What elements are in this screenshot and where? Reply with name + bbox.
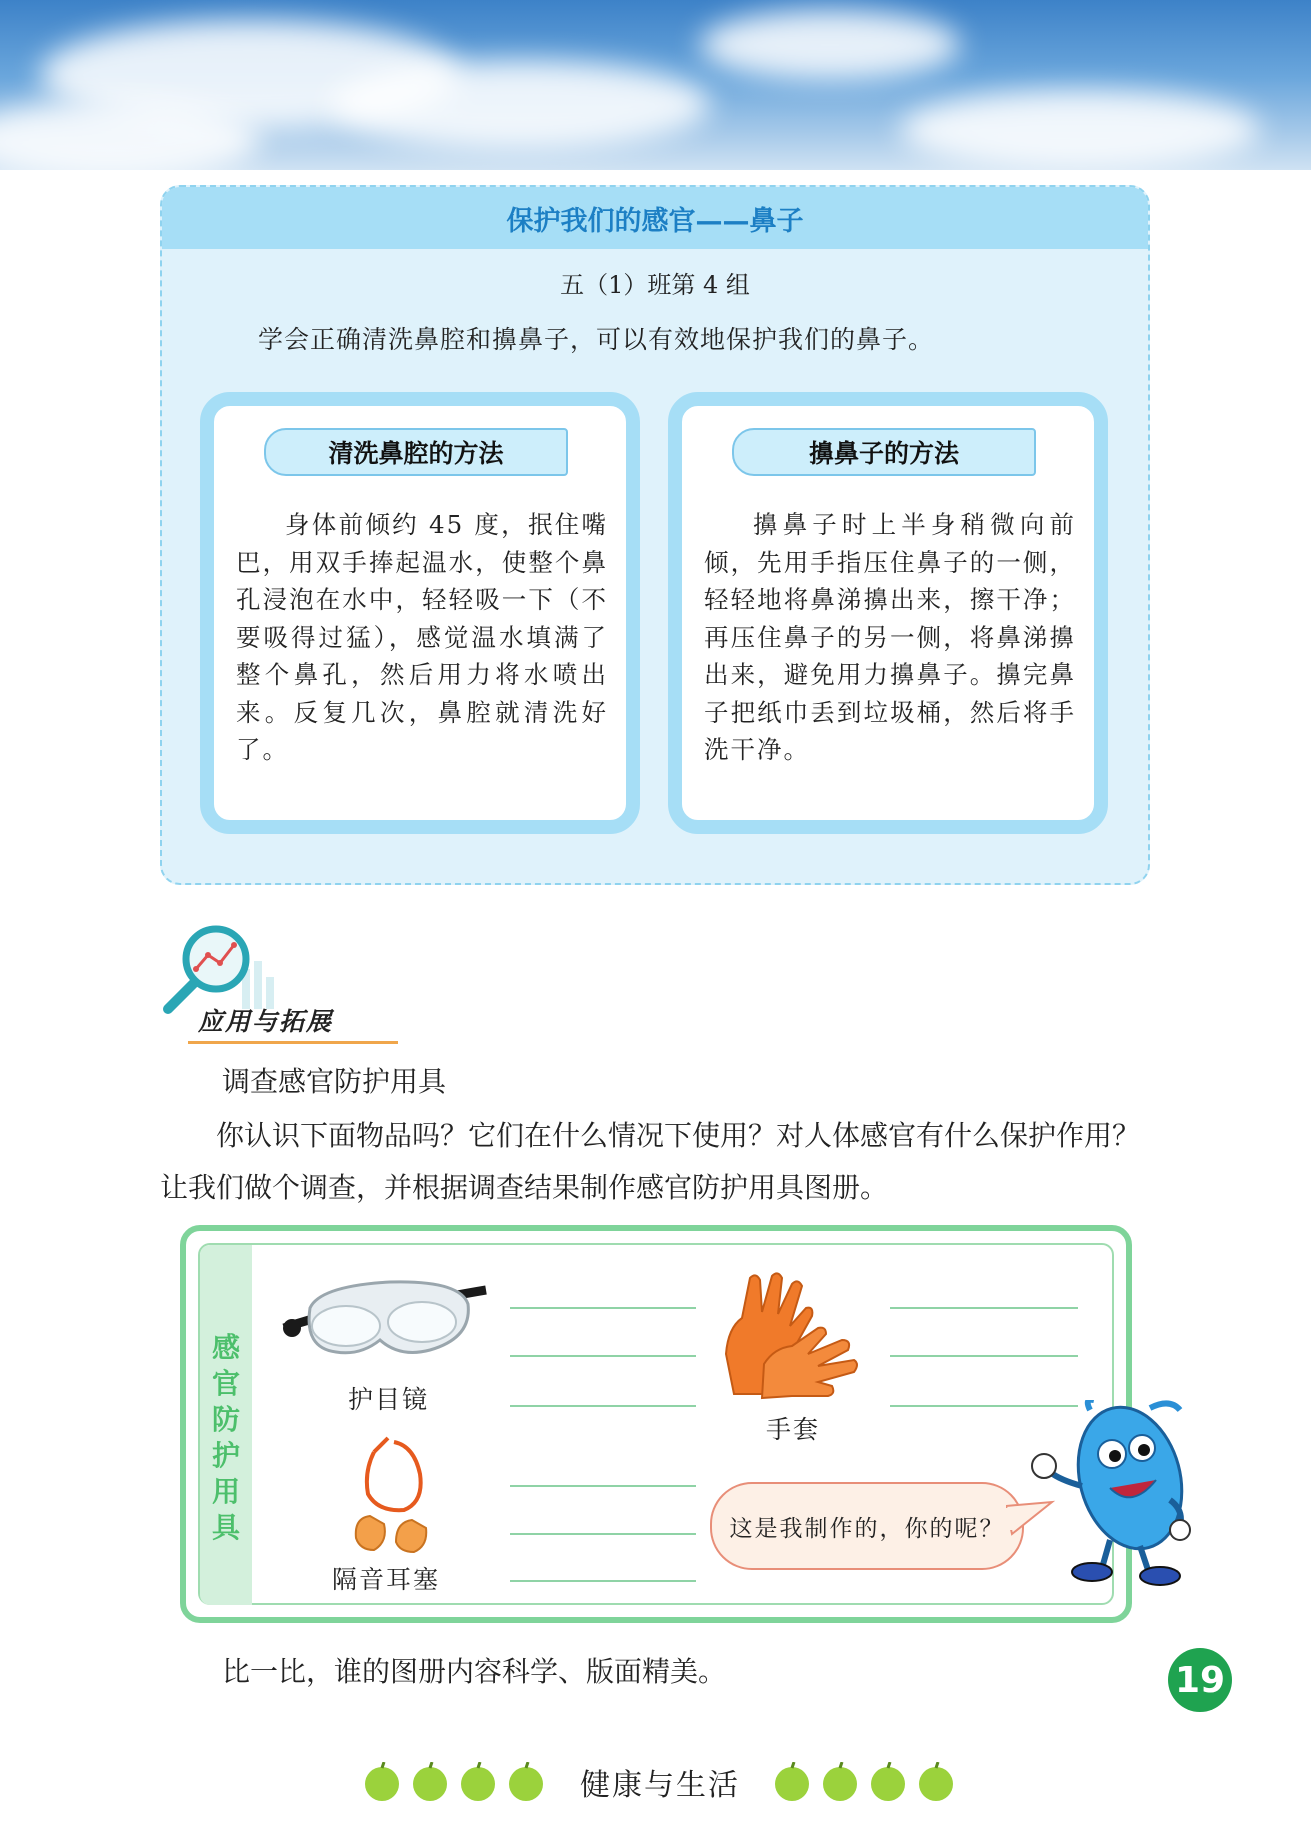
answer-line [510, 1355, 696, 1357]
album-side [200, 1245, 252, 1605]
nasal-wash-card [200, 392, 640, 834]
apple-icon [772, 1762, 812, 1802]
magnifier-icon [162, 925, 282, 1015]
gloves-icon [722, 1268, 862, 1402]
survey-heading: 调查感官防护用具 [222, 1065, 447, 1098]
page-number: 19 [1168, 1648, 1232, 1712]
nasal-wash-heading: 清洗鼻腔的方法 [264, 428, 568, 476]
answer-line [510, 1307, 696, 1309]
mascot-icon [1020, 1400, 1200, 1590]
answer-line [510, 1405, 696, 1407]
apple-icon [916, 1762, 956, 1802]
panel-title: 保护我们的感官——鼻子 [162, 187, 1148, 249]
earplugs-icon [344, 1432, 444, 1556]
answer-line [510, 1533, 696, 1535]
speech-bubble: 这是我制作的，你的呢？ [710, 1482, 1024, 1570]
apple-icon [410, 1762, 450, 1802]
survey-paragraph: 你认识下面物品吗？它们在什么情况下使用？对人体感官有什么保护作用？让我们做个调查，并根据调查结果制作感官防护用具图册。 [160, 1119, 1141, 1204]
apple-icon [868, 1762, 908, 1802]
nose-care-panel [160, 185, 1150, 885]
apple-icon [820, 1762, 860, 1802]
panel-subtitle: 五（1）班第 4 组 [560, 271, 750, 299]
apple-icon [362, 1762, 402, 1802]
nose-blow-card [668, 392, 1108, 834]
section-badge-label: 应用与拓展 [188, 1003, 398, 1044]
answer-line [890, 1355, 1078, 1357]
nasal-wash-text: 身体前倾约 45 度，抿住嘴巴，用双手捧起温水，使整个鼻孔浸泡在水中，轻轻吸一下（不要吸得过猛），感觉温水填满了整个鼻孔，然后用力将水喷出来。反复几次，鼻腔就清洗好了。 [236, 510, 608, 764]
gloves-caption: 手套 [766, 1415, 821, 1444]
nose-blow-heading: 擤鼻子的方法 [732, 428, 1036, 476]
sky-banner [0, 0, 1311, 170]
apple-icon [506, 1762, 546, 1802]
nose-blow-text: 擤鼻子时上半身稍微向前倾，先用手指压住鼻子的一侧，轻轻地将鼻涕擤出来，擦干净；再压住鼻子的另一侧，将鼻涕擤出来，避免用力擤鼻子。擤完鼻子把纸巾丢到垃圾桶，然后将手洗干净。 [704, 510, 1076, 764]
apple-icon [458, 1762, 498, 1802]
answer-line [510, 1580, 696, 1582]
answer-line [510, 1485, 696, 1487]
goggles-caption: 护目镜 [348, 1385, 430, 1414]
goggles-icon [280, 1268, 490, 1368]
footer-title: 健康与生活 [580, 1768, 740, 1803]
earplugs-caption: 隔音耳塞 [332, 1565, 441, 1594]
album-side-title: 感官防护用具 [211, 1331, 240, 1544]
panel-intro: 学会正确清洗鼻腔和擤鼻子，可以有效地保护我们的鼻子。 [258, 325, 935, 354]
compare-text: 比一比，谁的图册内容科学、版面精美。 [222, 1655, 727, 1688]
section-badge [162, 925, 392, 1045]
answer-line [890, 1307, 1078, 1309]
